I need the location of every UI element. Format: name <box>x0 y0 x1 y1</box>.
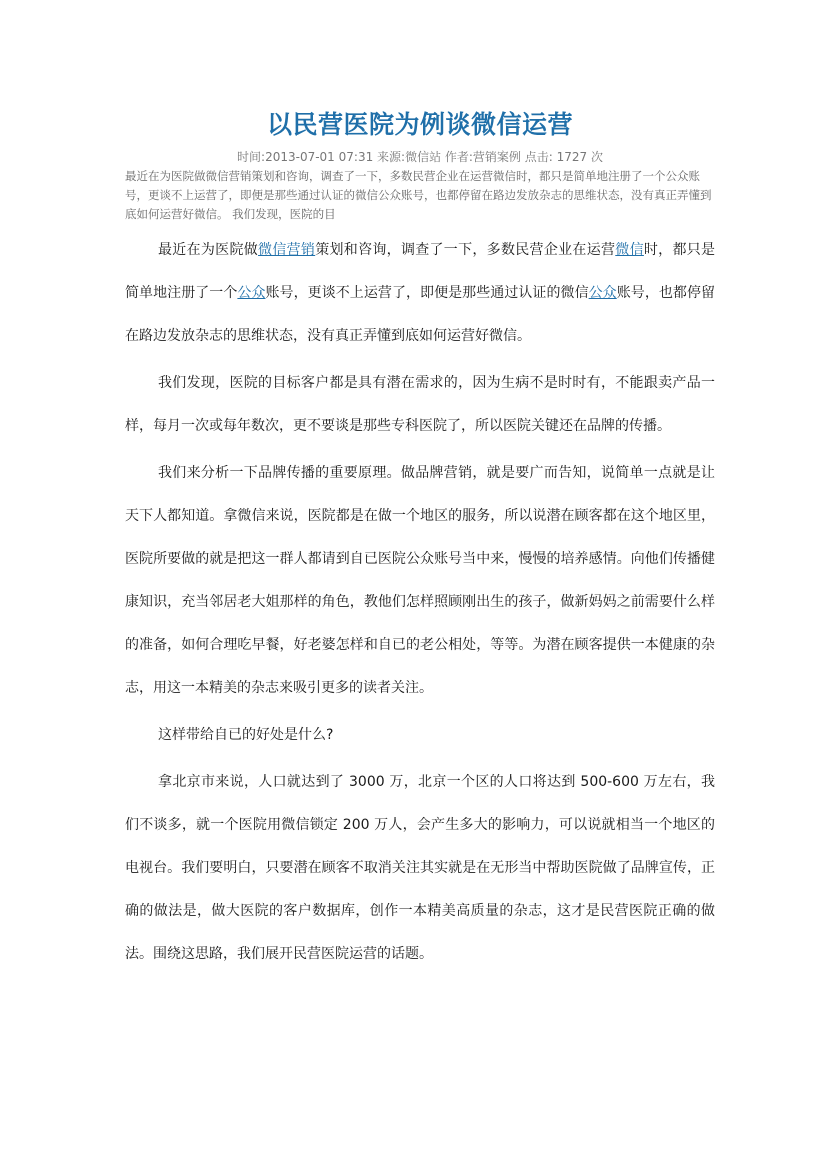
article-meta: 时间:2013-07-01 07:31 来源:微信站 作者:营销案例 点击: 1727 次 <box>237 150 603 164</box>
keyword-link-public[interactable]: 公众 <box>588 285 617 301</box>
paragraph-text: 账号，也都停留在路边发放杂志的思维状态，没有真正弄懂到底如何运营好微信。 <box>125 285 716 344</box>
paragraph-text: 策划和咨询，调查了一下，多数民营企业在运营 <box>315 242 616 258</box>
article-title: 以民营医院为例谈微信运营 <box>266 110 573 139</box>
paragraph-2: 我们发现，医院的目标客户都是具有潜在需求的，因为生病不是时时有，不能跟卖产品一样，每月一次或每年数次，更不要谈是那些专科医院了，所以医院关键还在品牌的传播。 <box>125 375 715 434</box>
keyword-link-wechat[interactable]: 微信 <box>615 242 644 258</box>
article-summary: 最近在为医院做微信营销策划和咨询，调查了一下，多数民营企业在运营微信时，都只是简单地注册了一个公众账号，更谈不上运营了，即便是那些通过认证的微信公众账号，也都停留在路边发放杂志的思维状态，没有真正弄懂到底如何运营好微信。 我们发现，医院的目 <box>125 169 712 221</box>
paragraph-4: 这样带给自已的好处是什么? <box>158 727 334 743</box>
paragraph-text: 账号，更谈不上运营了，即便是那些通过认证的微信 <box>265 285 589 301</box>
keyword-link-wechat-marketing[interactable]: 微信营销 <box>258 242 316 258</box>
paragraph-5: 拿北京市来说，人口就达到了 3000 万，北京一个区的人口将达到 500-600 万左右，我们不谈多，就一个医院用微信锁定 200 万人，会产生多大的影响力，可以说就相当一个地区的电视台。我们要明白，只要潜在顾客不取消关注其实就是在无形当中帮助医院做了品牌宣传，正确的做法是，做大医院的客户数据库，创作一本精美高质量的杂志，这才是民营医院正确的做法。围绕这思路，我们展开民营医院运营的话题。 <box>125 774 715 962</box>
paragraph-text: 时，都只是简单地注册了一个 <box>125 242 716 301</box>
paragraph-text: 最近在为医院做 <box>158 242 259 258</box>
article <box>125 100 715 976</box>
paragraph-3: 我们来分析一下品牌传播的重要原理。做品牌营销，就是要广而告知，说简单一点就是让天下人都知道。拿微信来说，医院都是在做一个地区的服务，所以说潜在顾客都在这个地区里，医院所要做的就是把这一群人都请到自已医院公众账号当中来，慢慢的培养感情。向他们传播健康知识，充当邻居老大姐那样的角色，教他们怎样照顾刚出生的孩子，做新妈妈之前需要什么样的准备，如何合理吃早餐，好老婆怎样和自已的老公相处，等等。为潜在顾客提供一本健康的杂志，用这一本精美的杂志来吸引更多的读者关注。 <box>125 465 715 696</box>
keyword-link-public[interactable]: 公众 <box>237 285 266 301</box>
paragraph-1 <box>125 229 715 358</box>
